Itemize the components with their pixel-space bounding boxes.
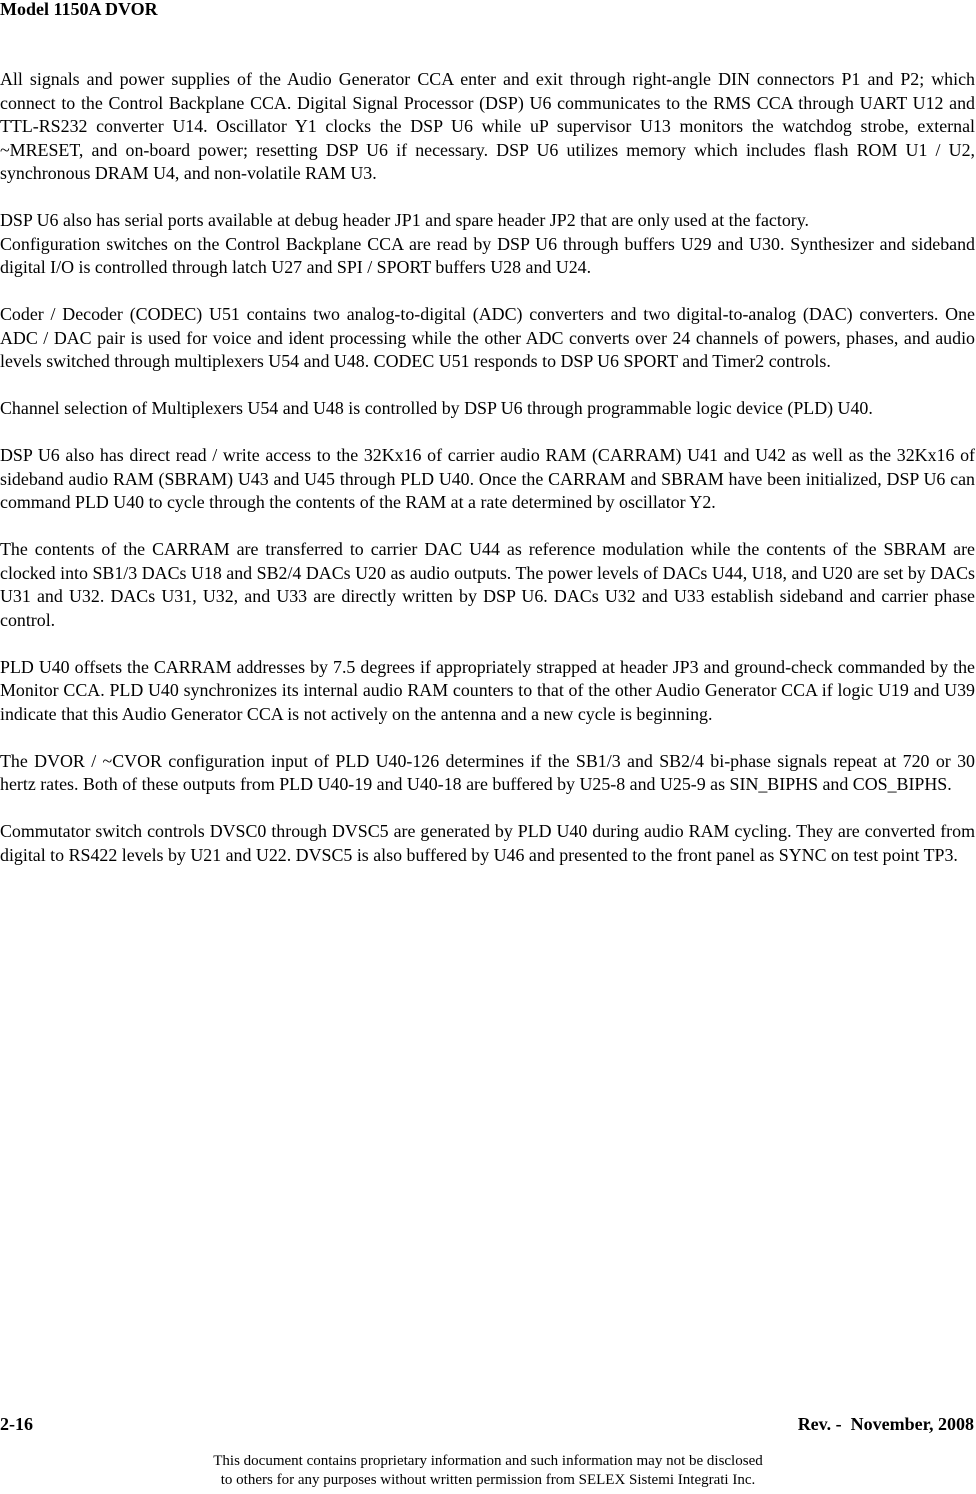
page-number: 2-16 <box>0 1414 33 1434</box>
paragraph-audio-generator-overview: All signals and power supplies of the Audio Generator CCA enter and exit through right-angle DIN connectors P1 and P2; which connect to the Control Backplane CCA. Digital Signal Processor (DSP) U6 communicates to the RMS CCA through UART U12 and TTL-RS232 converter U14. Oscillator Y1 clocks the DSP U6 while uP supervisor U13 monitors the watchdog strobe, external ~MRESET, and on-board power; resetting DSP U6 if necessary. DSP U6 utilizes memory which includes flash ROM U1 / U2, synchronous DRAM U4, and non-volatile RAM U3. <box>0 69 975 183</box>
paragraph-dvor-configuration: The DVOR / ~CVOR configuration input of PLD U40-126 determines if the SB1/3 and SB2/4 bi-phase signals repeat at 720 or 30 hertz rates. Both of these outputs from PLD U40-19 and U40-18 are buffered by U25-8 and U25-9 as SIN_BIPHS and COS_BIPHS. <box>0 750 975 794</box>
proprietary-notice-line-1: This document contains proprietary information and such information may not be disclosed <box>213 1453 763 1469</box>
paragraph-commutator-controls: Commutator switch controls DVSC0 through DVSC5 are generated by PLD U40 during audio RAM cycling. They are converted from digital to RS422 levels by U21 and U22. DVSC5 is also buffered by U46 and presented to the front panel as SYNC on test point TP3. <box>0 821 975 865</box>
document-header-title: Model 1150A DVOR <box>0 0 158 19</box>
paragraph-pld-offsets: PLD U40 offsets the CARRAM addresses by 7.5 degrees if appropriately strapped at header JP3 and ground-check commanded by the Monitor CCA. PLD U40 synchronizes its internal audio RAM counters to that of the other Audio Generator CCA if logic U19 and U39 indicate that this Audio Generator CCA is not actively on the antenna and a new cycle is beginning. <box>0 656 975 724</box>
paragraph-configuration-switches: Configuration switches on the Control Backplane CCA are read by DSP U6 through buffers U29 and U30. Synthesizer and sideband digital I/O is controlled through latch U27 and SPI / SPORT buffers U28 and U24. <box>0 233 975 277</box>
document-body <box>0 68 975 891</box>
paragraph-ram-access: DSP U6 also has direct read / write access to the 32Kx16 of carrier audio RAM (CARRAM) U41 and U42 as well as the 32Kx16 of sideband audio RAM (SBRAM) U43 and U45 through PLD U40. Once the CARRAM and SBRAM have been initialized, DSP U6 can command PLD U40 to cycle through the contents of the RAM at a rate determined by oscillator Y2. <box>0 445 975 512</box>
revision-date: Rev. - November, 2008 <box>797 1414 974 1434</box>
paragraph-channel-selection: Channel selection of Multiplexers U54 and U48 is controlled by DSP U6 through programmable logic device (PLD) U40. <box>0 398 873 418</box>
proprietary-notice <box>0 1452 976 1490</box>
paragraph-codec: Coder / Decoder (CODEC) U51 contains two analog-to-digital (ADC) converters and two digital-to-analog (DAC) converters. One ADC / DAC pair is used for voice and ident processing while the other ADC converts over 24 channels of powers, phases, and audio levels switched through multiplexers U54 and U48. CODEC U51 responds to DSP U6 SPORT and Timer2 controls. <box>0 304 975 371</box>
proprietary-notice-line-2: to others for any purposes without written permission from SELEX Sistemi Integrati Inc. <box>220 1472 756 1488</box>
paragraph-carram-contents: The contents of the CARRAM are transferred to carrier DAC U44 as reference modulation while the contents of the SBRAM are clocked into SB1/3 DACs U18 and SB2/4 DACs U20 as audio outputs. The power levels of DACs U44, U18, and U20 are set by DACs U31 and U32. DACs U31, U32, and U33 are directly written by DSP U6. DACs U32 and U33 establish sideband and carrier phase control. <box>0 539 975 630</box>
paragraph-serial-ports: DSP U6 also has serial ports available at debug header JP1 and spare header JP2 that are only used at the factory. <box>0 210 809 230</box>
